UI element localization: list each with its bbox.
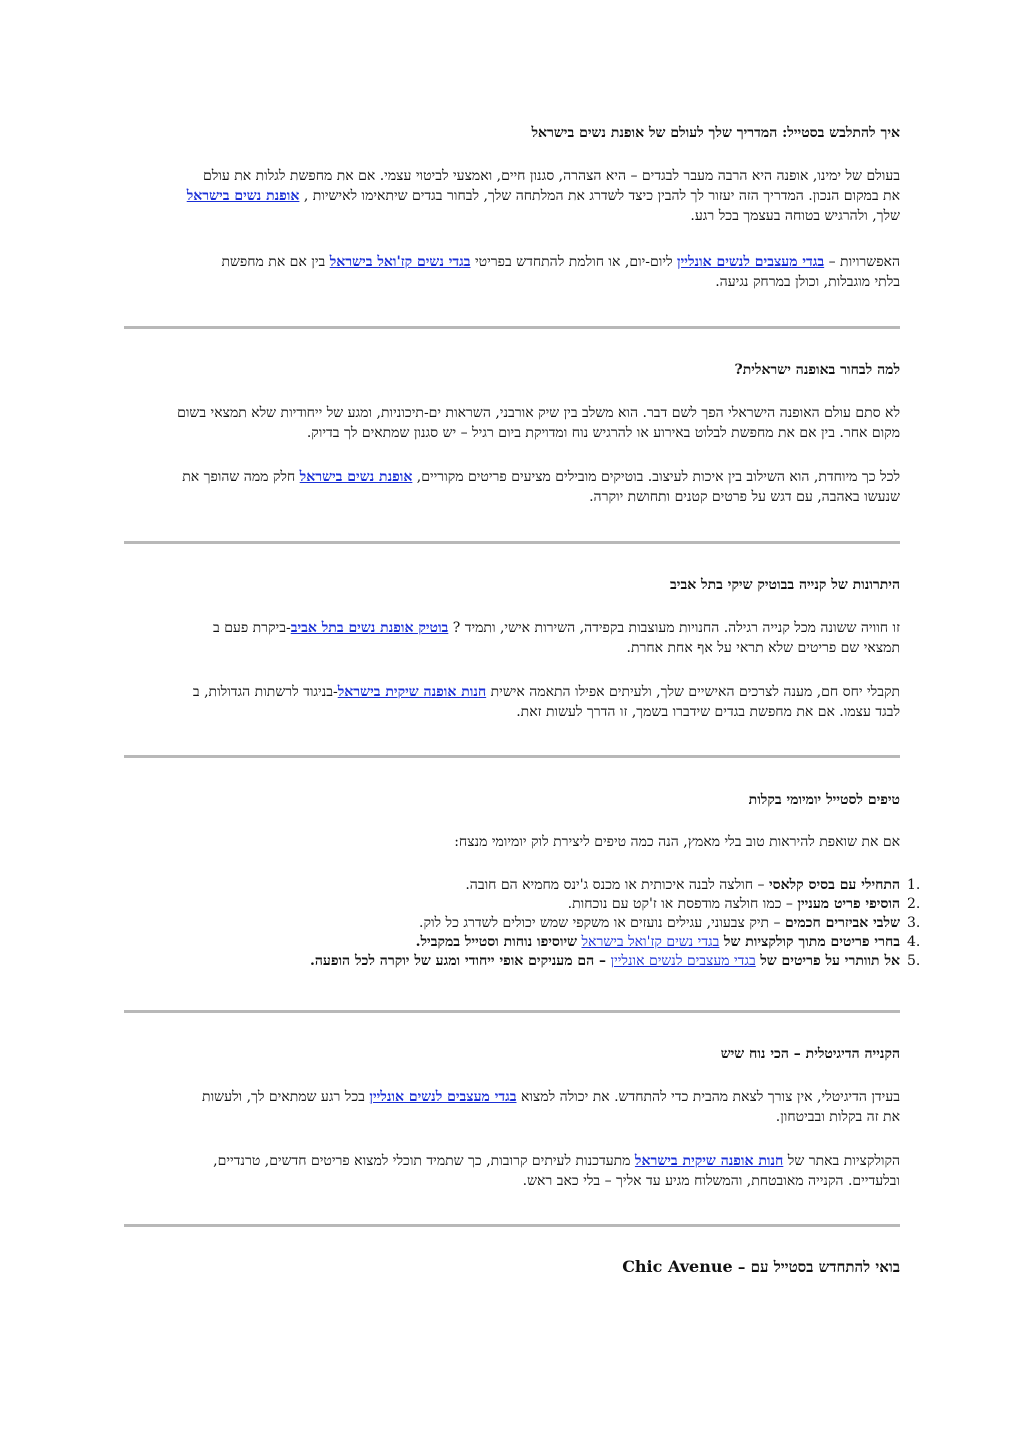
s2-text: זו חוויה ששונה מכל קנייה רגילה. החנויות מעוצבות בקפידה, השירות אישי, ותמיד ? bbox=[452, 620, 900, 636]
s3-intro: אם את שואפת להיראות טוב בלי מאמץ, הנה כמה טיפים ליצירת לוק יומיומי מנצח: bbox=[454, 834, 900, 850]
tip-bold: הוסיפי פריט מעניין bbox=[797, 896, 900, 912]
s1-paragraph-1 bbox=[124, 403, 900, 443]
section-title-boutique: היתרונות של קנייה בבוטיק שיקי בתל אביב bbox=[670, 577, 900, 593]
section-divider bbox=[124, 755, 900, 758]
intro-paragraph-1 bbox=[124, 166, 900, 226]
list-item: 4. בחרי פריטים מתוך קולקציות של בגדי נשים קז'ואל בישראל שיוסיפו נוחות וסטייל במקביל. bbox=[180, 933, 900, 952]
section-title-closing bbox=[124, 1258, 900, 1276]
intro-text: את במקום הנכון. המדריך הזה יעזור לך להבין כיצד לשדרג את המלתחה שלך, לבחור בגדים שיתאימו לאישיות , bbox=[303, 188, 900, 204]
intro-text: שלך, ולהרגיש בטוחה בעצמך בכל רגע. bbox=[690, 208, 900, 224]
section-title-digital: הקנייה הדיגיטלית – הכי נוח שיש bbox=[720, 1046, 900, 1062]
tip-bold: הם מעניקים אופי ייחודי ומגע של יוקרה לכל הופעה bbox=[314, 953, 595, 969]
intro-text: בלתי מוגבלות, וכולן במרחק נגיעה. bbox=[715, 274, 900, 290]
link-chic-fashion-store[interactable]: חנות אופנה שיקית בישראל bbox=[337, 684, 487, 700]
list-item bbox=[180, 914, 921, 933]
s1-paragraph-2 bbox=[124, 467, 900, 507]
list-number: 5. bbox=[907, 953, 921, 969]
section-title-why-israeli: למה לבחור באופנה ישראלית? bbox=[734, 362, 900, 378]
s4-text: את זה בקלות ובביטחון. bbox=[775, 1109, 900, 1125]
section-title-tips: טיפים לסטייל יומיומי בקלות bbox=[748, 792, 900, 808]
s2-paragraph-1 bbox=[124, 618, 900, 658]
s1-text: שנעשו באהבה, עם דגש על פרטים קטנים ותחושת יוקרה. bbox=[589, 489, 900, 505]
s1-text: לכל כך מיוחדת, הוא השילוב בין איכות לעיצוב. בוטיקים מובילים מציעים פריטים מקוריים, bbox=[416, 469, 900, 485]
s4-paragraph-1 bbox=[124, 1087, 900, 1127]
s4-text: בעידן הדיגיטלי, אין צורך לצאת מהבית כדי להתחדש. את יכולה למצוא bbox=[520, 1089, 900, 1105]
s2-text: -ביקרת פעם ב bbox=[213, 620, 291, 636]
tip-text: – חולצה לבנה איכותית או מכנס ג'ינס מחמיא הם חובה. bbox=[465, 877, 769, 893]
s2-text: -בניגוד לרשתות הגדולות, ב bbox=[192, 684, 338, 700]
page-title: איך להתלבש בסטייל: המדריך שלך לעולם של אופנת נשים בישראל bbox=[531, 125, 900, 141]
tip-bold: התחילי עם בסיס קלאסי bbox=[768, 877, 900, 893]
tip-text: – תיק צבעוני, עגילים נועזים או משקפי שמש יכולים לשדרג כל לוק. bbox=[419, 915, 785, 931]
s1-text: לא סתם עולם האופנה הישראלי הפך לשם דבר. הוא משלב בין שיק אורבני, השראות ים-תיכוניות, ומגע של ייחודיות שלא תמצאי בשום bbox=[177, 405, 900, 421]
s4-text: בכל רגע שמתאים לך, ולעשות bbox=[202, 1089, 365, 1105]
tip-bold: בחרי פריטים מתוך קולקציות של bbox=[723, 934, 900, 950]
list-item bbox=[180, 876, 921, 895]
link-designer-clothes-online[interactable]: בגדי מעצבים לנשים אונליין bbox=[610, 953, 756, 969]
tip-bold: שיוסיפו נוחות וסטייל במקביל bbox=[420, 934, 578, 950]
s4-text: הקולקציות באתר של bbox=[787, 1153, 900, 1169]
s1-text: חלק ממה שהופך את bbox=[182, 469, 296, 485]
intro-text: בעולם של ימינו, אופנה היא הרבה מעבר לבגדים – היא הצהרה, סגנון חיים, ואמצעי לביטוי עצמי. אם את מחפשת לגלות את עולם bbox=[203, 168, 900, 184]
tip-text: – כמו חולצה מודפסת או ז'קט עם נוכחות. bbox=[567, 896, 798, 912]
intro-text: האפשרויות – bbox=[828, 254, 900, 270]
list-number: 1. bbox=[907, 877, 921, 893]
section-divider bbox=[124, 326, 900, 329]
intro-text: בין אם את מחפשת bbox=[221, 254, 326, 270]
list-number: 4. bbox=[907, 934, 921, 950]
tip-bold: שלבי אביזרים חכמים bbox=[784, 915, 900, 931]
closing-title-part: עם – bbox=[737, 1258, 769, 1276]
closing-title-part: בואי להתחדש bbox=[818, 1258, 900, 1276]
s2-text: לבגד עצמו. אם את מחפשת בגדים שידברו בשמך, זו הדרך לעשות זאת. bbox=[516, 704, 900, 720]
brand-name: Chic Avenue bbox=[622, 1257, 733, 1276]
link-israeli-womens-fashion[interactable]: אופנת נשים בישראל bbox=[299, 469, 413, 485]
s1-text: מקום אחר. בין אם את מחפשת לבלוט באירוע או להרגיש נוח ומדויקת ביום רגיל – יש סגנון שמתאים לך בדיוק. bbox=[306, 425, 900, 441]
link-chic-fashion-store[interactable]: חנות אופנה שיקית בישראל bbox=[634, 1153, 784, 1169]
section-divider bbox=[124, 1010, 900, 1013]
tip-bold: אל תוותרי על פריטים של bbox=[760, 953, 900, 969]
tips-list bbox=[180, 876, 921, 971]
s4-paragraph-2 bbox=[124, 1151, 900, 1191]
s4-text: ובלעדיים. הקנייה מאובטחת, והמשלוח מגיע עד אליך – בלי כאב ראש. bbox=[522, 1173, 900, 1189]
s4-text: מתעדכנות לעיתים קרובות, כך שתמיד תוכלי למצוא פריטים חדשים, טרנדיים, bbox=[213, 1153, 631, 1169]
s2-paragraph-2 bbox=[124, 682, 900, 722]
s2-text: תקבלי יחס חם, מענה לצרכים האישיים שלך, ולעיתים אפילו התאמה אישית bbox=[490, 684, 900, 700]
link-casual-womens-clothes[interactable]: בגדי נשים קז'ואל בישראל bbox=[581, 934, 720, 950]
link-israeli-womens-fashion[interactable]: אופנת נשים בישראל bbox=[186, 188, 300, 204]
intro-paragraph-2 bbox=[124, 252, 900, 292]
link-designer-clothes-online[interactable]: בגדי מעצבים לנשים אונליין bbox=[677, 254, 825, 270]
s2-text: תמצאי שם פריטים שלא תראי על אף אחת אחרת. bbox=[626, 640, 900, 656]
list-item: 5. אל תוותרי על פריטים של בגדי מעצבים לנשים אונליין – הם מעניקים אופי ייחודי ומגע של יוקרה לכל הופעה. bbox=[180, 952, 900, 971]
intro-text: ליום-יום, או חולמת להתחדש בפריטי bbox=[475, 254, 673, 270]
list-item bbox=[180, 895, 921, 914]
link-designer-clothes-online[interactable]: בגדי מעצבים לנשים אונליין bbox=[369, 1089, 517, 1105]
section-divider bbox=[124, 541, 900, 544]
link-tel-aviv-boutique[interactable]: בוטיק אופנת נשים בתל אביב bbox=[290, 620, 449, 636]
list-number: 3. bbox=[907, 915, 921, 931]
link-casual-womens-clothes[interactable]: בגדי נשים קז'ואל בישראל bbox=[329, 254, 471, 270]
list-number: 2. bbox=[907, 896, 921, 912]
section-divider bbox=[124, 1224, 900, 1227]
closing-title-part: בסטייל bbox=[773, 1258, 814, 1276]
